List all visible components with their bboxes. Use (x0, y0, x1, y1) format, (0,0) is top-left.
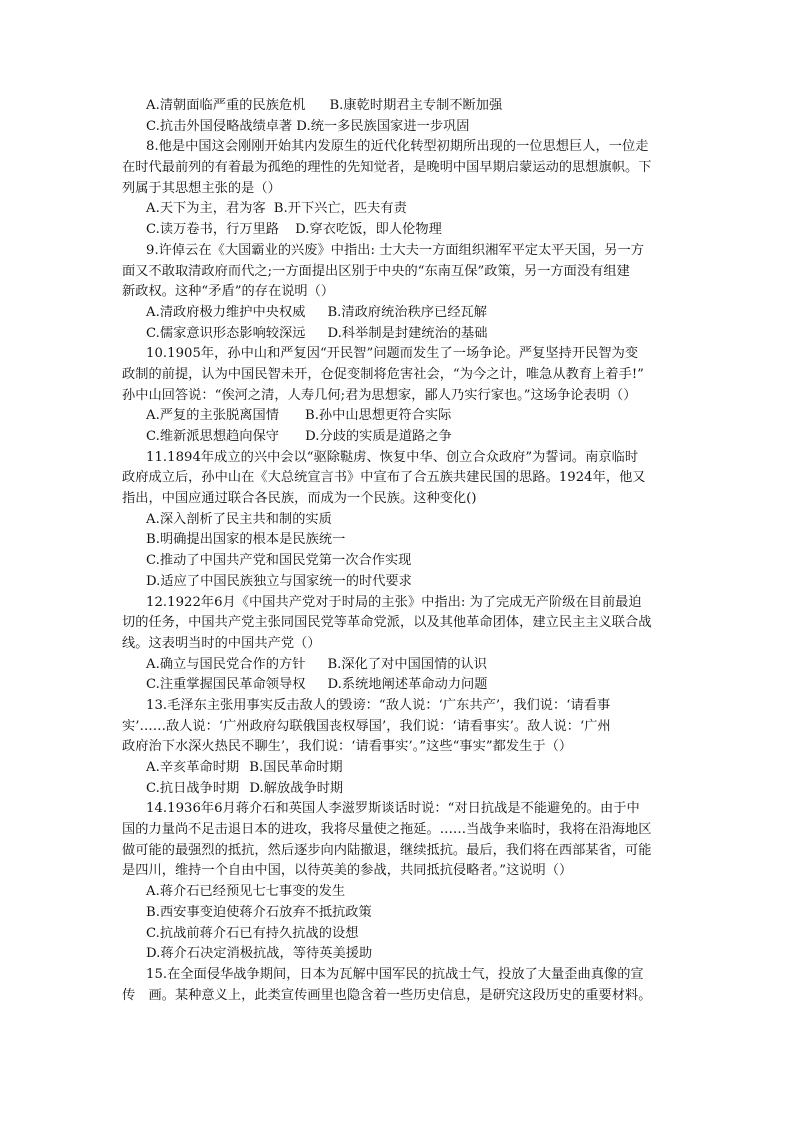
q11-option-b: B.明确提出国家的根本是民族统一 (146, 532, 346, 548)
q13-option-a: A.辛亥革命时期 (146, 760, 240, 775)
q14-option-d: D.蒋介石决定消极抗战，等待英美援助 (146, 946, 373, 962)
q14-option-b: B.西安事变迫使蒋介石放弃不抵抗政策 (146, 904, 372, 920)
q8-stem-line: 列属于其思想主张的是（） (122, 180, 281, 196)
q12-options-row-2 (122, 675, 682, 696)
q8-stem-line: 8.他是中国这会刚刚开始其内发原生的近代化转型初期所出现的一位思想巨人，一位走 (146, 139, 649, 155)
q14-stem-line: 14.1936年6月蒋介石和英国人李滋罗斯谈话时说：“对日抗战是不能避免的。由于中 (146, 801, 640, 817)
q10-option-a: A.严复的主张脱离国情 (146, 408, 279, 424)
q9-options-row-2 (122, 324, 682, 345)
q9-option-b: B.清政府统治秩序已经瓦解 (327, 304, 488, 320)
q12-option-a: A.确立与国民党合作的方针 (146, 656, 306, 672)
q8-option-b: B.开下兴亡，匹夫有责 (273, 201, 407, 217)
q13-options-row-1 (122, 758, 682, 779)
q12-option-c: C.注重掌握国民革命领导权 (146, 677, 306, 693)
q13-option-c: C.抗日战争时期 (146, 780, 240, 796)
q7-option-c: C.抗击外国侵略战绩卓著 (146, 118, 293, 134)
q7-option-b: B.康乾时期君主专制不断加强 (329, 98, 503, 113)
q13-options-row-2 (122, 779, 682, 800)
q10-options-row-1 (122, 406, 682, 427)
q8-option-c: C.读万卷书，行万里路 (146, 222, 280, 238)
exam-page (122, 96, 682, 1006)
q7-options-row-2 (122, 117, 682, 138)
q13-option-d: D.解放战争时期 (249, 780, 344, 796)
q12-stem-line: 切的任务，中国共产党主张同国民党等革命党派，以及其他革命团体，建立民主主义联合战 (122, 615, 652, 631)
q12-stem-line: 12.1922年6月《中国共产党对于时局的主张》中指出: 为了完成无产阶级在目前最迫 (146, 594, 642, 610)
q12-option-d: D.系统地阐述革命动力问题 (327, 677, 488, 693)
q14-stem-line: 是四川，维持一个自由中国，以待英美的参战，共同抵抗侵略者。”这说明（） (122, 863, 573, 879)
q13-stem-line: 政府治下水深火热民不聊生’，我们说：‘请看事实’。”这些“事实”都发生于（） (122, 739, 573, 755)
q14-stem-line: 国的力量尚不足击退日本的进攻，我将尽量使之拖延。……当战争来临时，我将在沿海地区 (122, 822, 652, 838)
q10-option-b: B.孙中山思想更符合实际 (304, 408, 452, 424)
q9-options-row-1 (122, 303, 682, 324)
q11-stem-line: 政府成立后，孙中山在《大总统宣言书》中宣布了合五族共建民国的思路。1924年，他又 (122, 470, 646, 486)
q8-option-a: A.天下为主，君为客 (146, 201, 266, 217)
q14-option-c: C.抗战前蒋介石已有持久抗战的设想 (146, 925, 359, 941)
q9-stem-line: 新政权。这种“矛盾”的存在说明（） (122, 284, 335, 300)
q14-option-a: A.蒋介石已经预见七七事变的发生 (146, 884, 346, 900)
q15-stem-line: 15.在全面侵华战争期间，日本为瓦解中国军民的抗战士气，投放了大量歪曲真像的宣 (146, 966, 644, 982)
q8-options-row-2 (122, 220, 682, 241)
q9-option-c: C.儒家意识形态影响较深远 (146, 325, 306, 341)
q13-stem-line: 实’……敌人说：‘广州政府勾联俄国丧权辱国’，我们说：‘请看事实’。敌人说：‘广州 (122, 718, 611, 734)
q9-stem-line: 9.许倬云在《大国霸业的兴废》中指出: 士大夫一方面组织湘军平定太平天国，另一方 (146, 242, 644, 258)
q8-option-d: D.穿衣吃饭，即人伦物理 (295, 222, 442, 238)
q13-option-b: B.国民革命时期 (249, 760, 343, 775)
q7-options-row-1 (122, 96, 682, 117)
q10-stem-line: 政制的前提，认为中国民智未开，仓促变制将危害社会，“为今之计，唯急从教育上着手!” (122, 366, 644, 382)
q10-stem-line: 10.1905年，孙中山和严复因“开民智”问题而发生了一场争论。严复坚持开民智为变 (146, 346, 639, 362)
q11-option-a: A.深入剖析了民主共和制的实质 (146, 511, 332, 527)
q9-stem-line: 面又不敢取清政府而代之;一方面提出区别于中央的“东南互保”政策，另一方面没有组建 (122, 263, 630, 279)
q8-stem-line: 在时代最前列的有着最为孤绝的理性的先知觉者，是晚明中国早期启蒙运动的思想旗帜。下 (122, 160, 652, 176)
q12-option-b: B.深化了对中国国情的认识 (327, 656, 488, 672)
q7-option-a: A.清朝面临严重的民族危机 (146, 98, 306, 113)
q14-stem-line: 做可能的最强烈的抵抗，然后逐步向内陆撤退，继续抵抗。最后，我们将在西部某省，可能 (122, 842, 652, 858)
q9-option-a: A.清政府极力维护中央权威 (146, 304, 306, 320)
q8-options-row-1 (122, 199, 682, 220)
q11-option-c: C.推动了中国共产党和国民党第一次合作实现 (146, 553, 412, 569)
q11-stem-line: 指出，中国应通过联合各民族，而成为一个民族。这种变化() (122, 491, 477, 507)
q10-stem-line: 孙中山回答说：“俟河之清，人寿几何;君为思想家，鄙人乃实行家也。”这场争论表明（） (122, 387, 637, 403)
q10-options-row-2 (122, 427, 682, 448)
q10-option-d: D.分歧的实质是道路之争 (305, 429, 452, 444)
q11-option-d: D.适应了中国民族独立与国家统一的时代要求 (146, 573, 412, 589)
q12-options-row-1 (122, 655, 682, 676)
q13-stem-line: 13.毛泽东主张用事实反击敌人的毁谤：“敌人说：‘广东共产’，我们说：‘请看事 (146, 697, 611, 713)
q9-option-d: D.科举制是封建统治的基础 (327, 325, 488, 341)
q10-option-c: C.维新派思想趋向保守 (146, 429, 280, 444)
q15-stem-line: 传 画。某种意义上，此类宣传画里也隐含着一些历史信息，是研究这段历史的重要材料。 (122, 987, 652, 1003)
q11-stem-line: 11.1894年成立的兴中会以“驱除鞑虏、恢复中华、创立合众政府”为誓词。南京临时 (146, 449, 639, 465)
q12-stem-line: 线。这表明当时的中国共产党（） (122, 635, 321, 651)
q7-option-d: D.统一多民族国家进一步巩固 (296, 118, 470, 134)
